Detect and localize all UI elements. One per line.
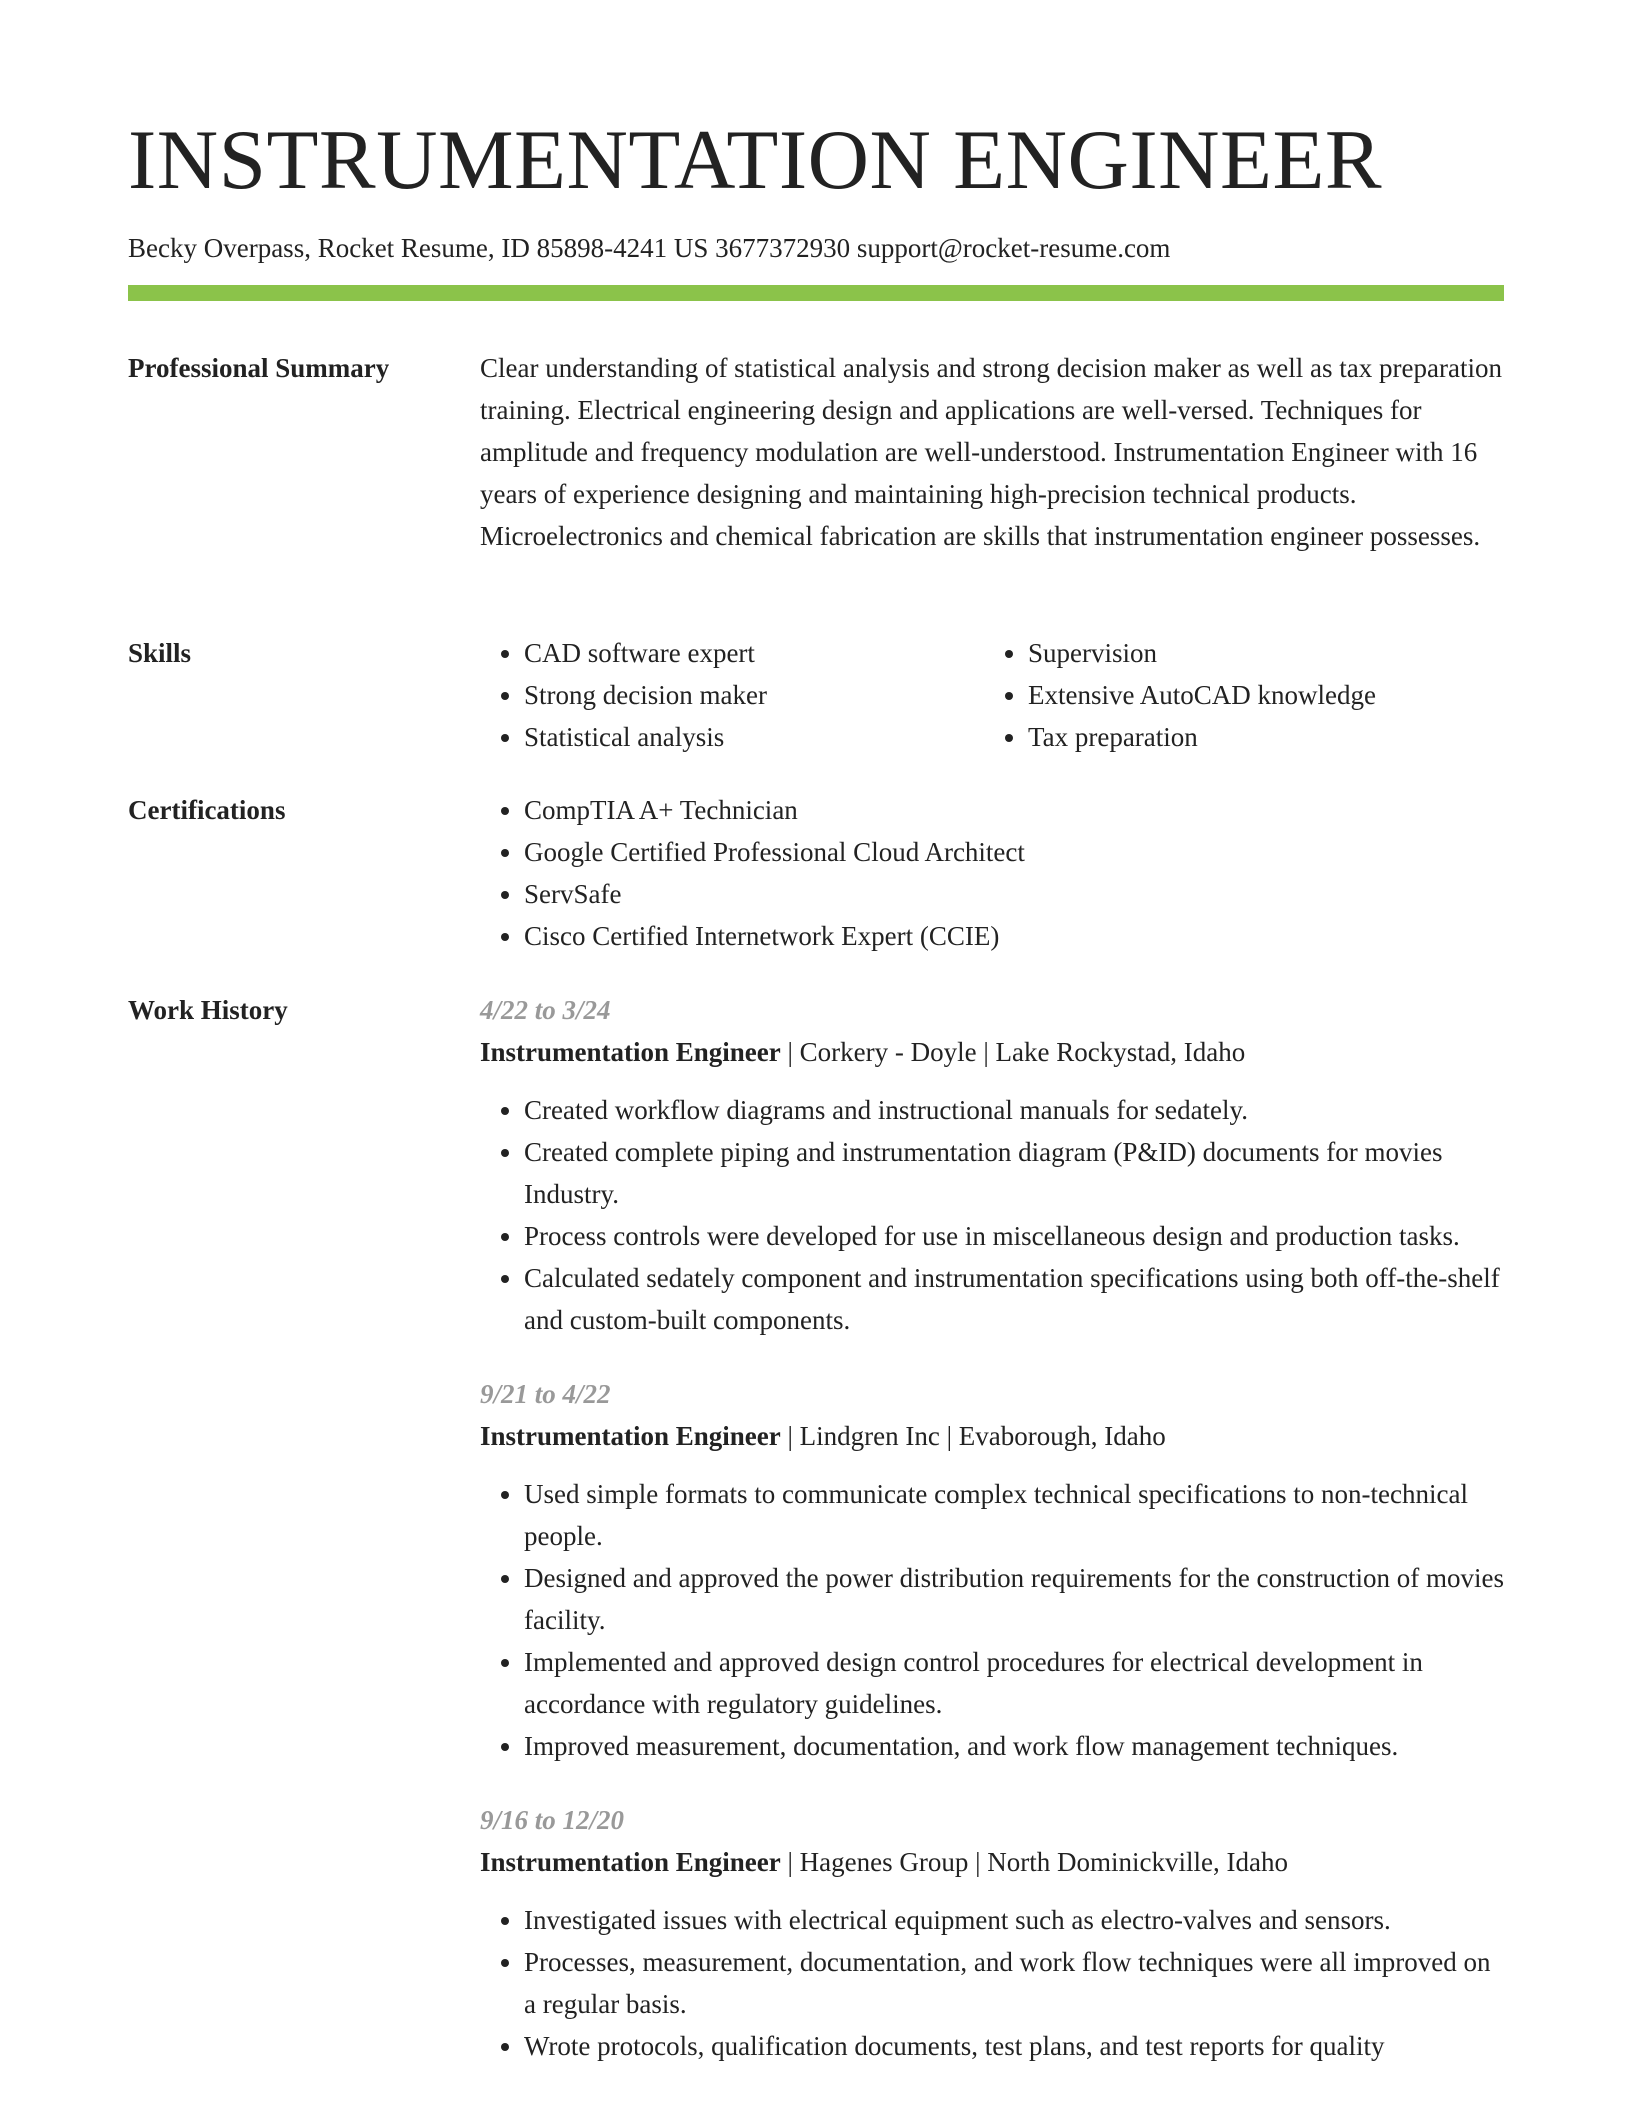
skill-item: • Statistical analysis [524, 716, 984, 758]
job-role: Instrumentation Engineer [480, 1421, 781, 1451]
job-bullet: • Wrote protocols, qualification documents, test plans, and test reports for quality [524, 2025, 1504, 2067]
certification-item: • Google Certified Professional Cloud Architect [524, 831, 1504, 873]
job-role: Instrumentation Engineer [480, 1037, 781, 1067]
job-details: | Lindgren Inc | Evaborough, Idaho [780, 1421, 1166, 1451]
job-bullet: • Process controls were developed for use in miscellaneous design and production tasks. [524, 1215, 1504, 1257]
certifications-list [480, 789, 1504, 957]
job-dates: 4/22 to 3/24 [480, 995, 611, 1025]
job-bullet: • Created complete piping and instrumentation diagram (P&ID) documents for movies Industry. [524, 1131, 1504, 1215]
job-details: | Corkery - Doyle | Lake Rockystad, Idaho [780, 1037, 1246, 1067]
job-dates: 9/21 to 4/22 [480, 1379, 611, 1409]
job-bullet: • Created workflow diagrams and instructional manuals for sedately. [524, 1089, 1504, 1131]
job-bullets [480, 1473, 1504, 1767]
skill-item: • Supervision [1028, 632, 1488, 674]
accent-divider [128, 285, 1504, 301]
job-bullet: • Processes, measurement, documentation, and work flow techniques were all improved on a regular basis. [524, 1941, 1504, 2025]
skill-item: • Tax preparation [1028, 716, 1488, 758]
certifications-content [480, 789, 1504, 957]
job-heading [480, 1841, 1504, 1883]
job-bullet: • Used simple formats to communicate complex technical specifications to non-technical people. [524, 1473, 1504, 1557]
job-bullets [480, 1089, 1504, 1341]
contact-line: Becky Overpass, Rocket Resume, ID 85898-4241 US 3677372930 support@rocket-resume.com [128, 233, 1171, 263]
work-history-label: Work History [128, 995, 288, 1025]
job-entry [480, 1373, 1504, 1767]
job-role: Instrumentation Engineer [480, 1847, 781, 1877]
job-bullets [480, 1899, 1504, 2067]
work-history-content [480, 989, 1504, 2099]
certification-item: • CompTIA A+ Technician [524, 789, 1504, 831]
job-dates: 9/16 to 12/20 [480, 1805, 625, 1835]
job-bullet: • Investigated issues with electrical equipment such as electro-valves and sensors. [524, 1899, 1504, 1941]
job-bullet: • Calculated sedately component and instrumentation specifications using both off-the-shelf and custom-built components. [524, 1257, 1504, 1341]
skills-list-right [984, 632, 1488, 758]
certification-item: • Cisco Certified Internetwork Expert (CCIE) [524, 915, 1504, 957]
skill-item: • Strong decision maker [524, 674, 984, 716]
certifications-label: Certifications [128, 795, 286, 825]
certification-item: • ServSafe [524, 873, 1504, 915]
summary-content [480, 347, 1504, 557]
job-bullet: • Implemented and approved design control procedures for electrical development in accordance with regulatory guidelines. [524, 1641, 1504, 1725]
job-details: | Hagenes Group | North Dominickville, Idaho [780, 1847, 1288, 1877]
job-heading [480, 1031, 1504, 1073]
summary-label: Professional Summary [128, 353, 390, 383]
resume-title: INSTRUMENTATION ENGINEER [128, 113, 1383, 207]
skills-label: Skills [128, 638, 192, 668]
job-heading [480, 1415, 1504, 1457]
skills-list-left [480, 632, 984, 758]
job-bullet: • Improved measurement, documentation, and work flow management techniques. [524, 1725, 1504, 1767]
summary-text: Clear understanding of statistical analysis and strong decision maker as well as tax preparation training. Electrical engineering design and applications are well-versed. Techniques for amplitude and frequency modulation are well-understood. Instrumentation Engineer with 16 years of experience designing and maintaining high-precision technical products. Microelectronics and chemical fabrication are skills that instrumentation engineer possesses. [480, 353, 1502, 551]
skills-content [480, 632, 1504, 758]
skill-item: • CAD software expert [524, 632, 984, 674]
job-entry [480, 1799, 1504, 2067]
job-entry [480, 989, 1504, 1341]
skill-item: • Extensive AutoCAD knowledge [1028, 674, 1488, 716]
job-bullet: • Designed and approved the power distribution requirements for the construction of movies facility. [524, 1557, 1504, 1641]
